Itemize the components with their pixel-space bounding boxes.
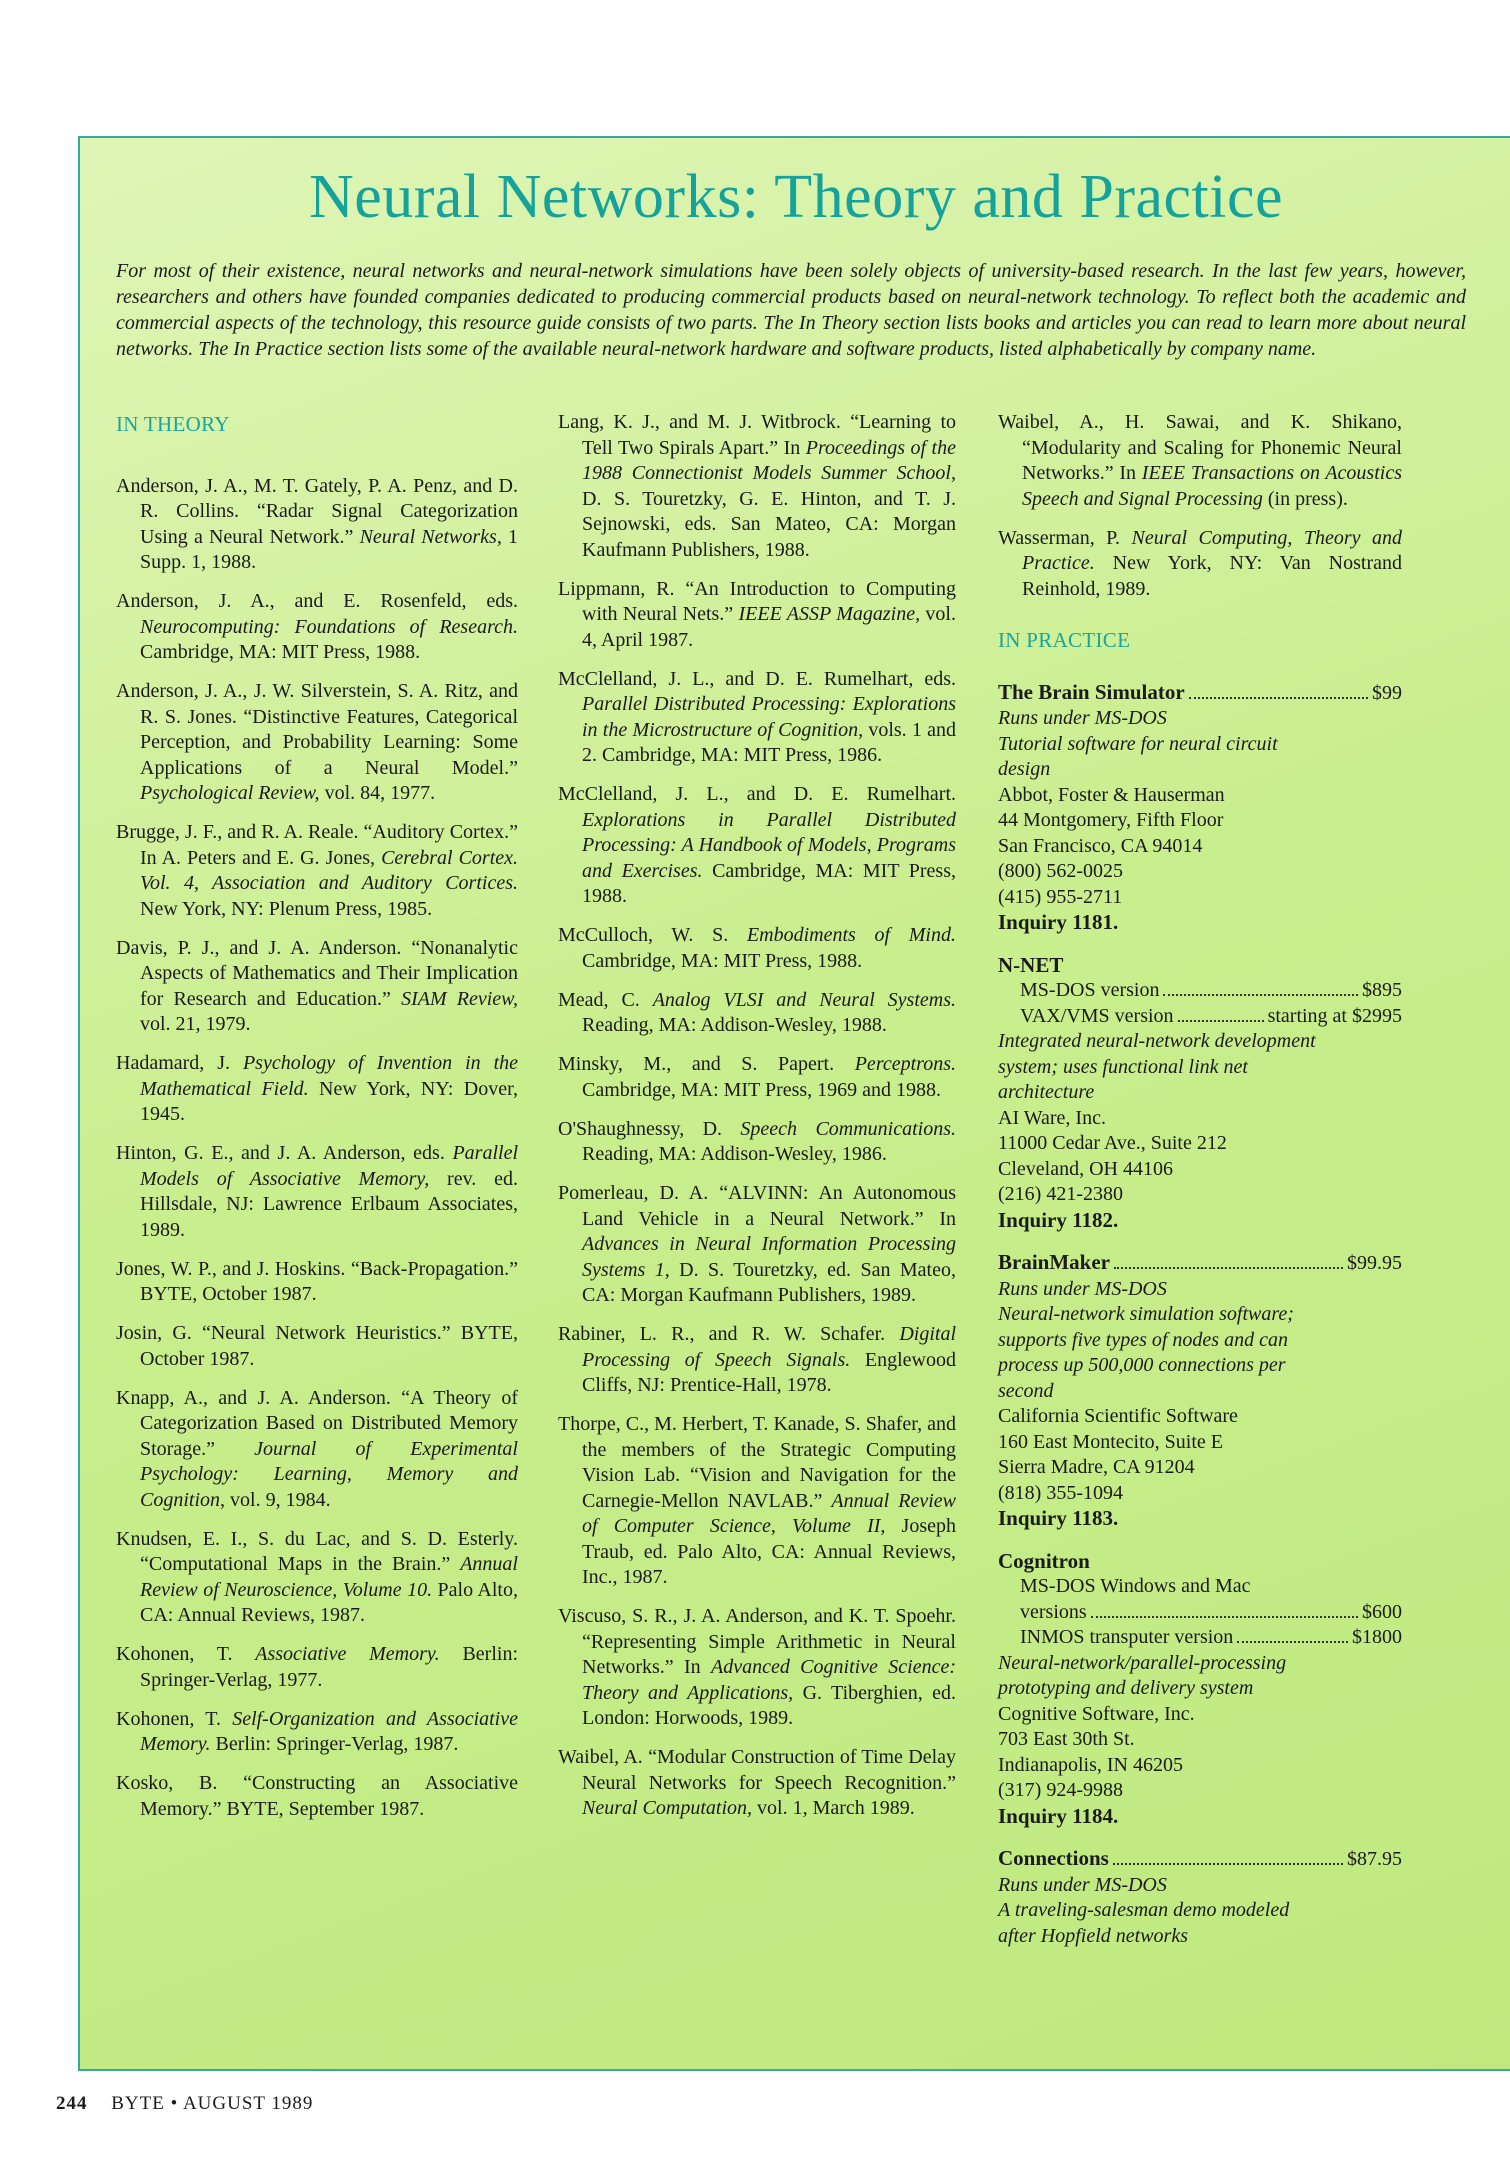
product-desc: after Hopfield networks — [998, 1924, 1188, 1947]
reference-title: Neurocomputing: Foundations of Research. — [140, 615, 518, 638]
reference-text: vol. 1, March 1989. — [752, 1797, 915, 1819]
column-3 — [998, 410, 1402, 1966]
reference-entry — [558, 1604, 956, 1732]
address-line: 160 East Montecito, Suite E — [998, 1430, 1223, 1453]
company-name: Cognitive Software, Inc. — [998, 1702, 1195, 1725]
reference-title: Self-Organization and Associative Memory. — [140, 1707, 518, 1755]
product-desc: system; uses functional link net — [998, 1055, 1248, 1078]
address-line: Cleveland, OH 44106 — [998, 1157, 1173, 1180]
reference-entry — [558, 577, 956, 654]
reference-entry — [558, 1052, 956, 1103]
company-name: AI Ware, Inc. — [998, 1106, 1106, 1129]
reference-text: Kohonen, T. — [116, 1643, 256, 1665]
reference-text: Hadamard, J. — [116, 1052, 243, 1074]
reference-title: Analog VLSI and Neural Systems. — [652, 988, 956, 1011]
product-desc: process up 500,000 connections per — [998, 1354, 1286, 1376]
phone-line: (317) 924-9988 — [998, 1779, 1123, 1801]
phone-line: (818) 355-1094 — [998, 1481, 1123, 1504]
reference-text: Cambridge, MA: MIT Press, 1969 and 1988. — [582, 1078, 942, 1101]
reference-text: D. S. Touretzky, ed. San Mateo, CA: Morgan Kaufmann Publishers, 1989. — [582, 1258, 956, 1306]
reference-title: IEEE ASSP Magazine, — [738, 603, 921, 625]
reference-entry — [116, 1386, 518, 1514]
reference-entry — [558, 1181, 956, 1309]
reference-entry — [558, 782, 956, 910]
leader-dots — [1113, 1863, 1343, 1865]
reference-title: Advanced Cognitive Science: Theory and Applications, — [582, 1656, 956, 1704]
reference-title: IEEE Transactions on Acoustics Speech and Signal Processing — [1022, 462, 1402, 510]
reference-title: Embodiments of Mind. — [746, 924, 956, 946]
reference-text: vol. 84, 1977. — [319, 782, 436, 804]
product-desc: Neural-network/parallel-processing — [998, 1651, 1287, 1674]
reference-text: (in press). — [1262, 487, 1348, 510]
product-desc: Integrated neural-network development — [998, 1030, 1316, 1052]
reference-title: Explorations in Parallel Distributed Processing: A Handbook of Models, Programs and Exercises. — [582, 808, 956, 882]
reference-title: Psychological Review, — [140, 782, 320, 804]
phone-line: (216) 421-2380 — [998, 1183, 1123, 1205]
reference-text: Englewood Cliffs, NJ: Prentice-Hall, 1978. — [582, 1348, 956, 1396]
inquiry-number: Inquiry 1182. — [998, 1207, 1119, 1232]
reference-entry — [116, 936, 518, 1038]
reference-text: Waibel, A. “Modular Construction of Time Delay Neural Networks for Speech Recognition.” — [558, 1746, 956, 1794]
product-desc: supports five types of nodes and can — [998, 1328, 1288, 1351]
reference-text: Anderson, J. A., J. W. Silverstein, S. A. Ritz, and R. S. Jones. “Distinctive Features, Categorical Perception, and Probability Learning: Some Applications of a Neural Model.” — [116, 680, 518, 779]
product-price: starting at $2995 — [1267, 1004, 1402, 1027]
reference-text: Berlin: Springer-Verlag, 1987. — [210, 1733, 459, 1755]
reference-entry — [116, 820, 518, 922]
reference-text: Knudsen, E. I., S. du Lac, and S. D. Esterly. “Computational Maps in the Brain.” — [116, 1527, 518, 1575]
product-nnet — [998, 953, 1402, 1234]
page-footer — [56, 2093, 313, 2115]
reference-title: SIAM Review, — [401, 987, 519, 1010]
product-price: $87.95 — [1347, 1848, 1402, 1870]
reference-title: Annual Review of Computer Science, Volume II, — [582, 1489, 956, 1537]
reference-entry — [558, 1117, 956, 1168]
reference-text: rev. ed. Hillsdale, NJ: Lawrence Erlbaum Associates, 1989. — [140, 1167, 518, 1241]
magazine-issue: BYTE • AUGUST 1989 — [111, 2093, 314, 2114]
references-list-2 — [558, 410, 956, 1822]
reference-text: Reading, MA: Addison-Wesley, 1988. — [582, 1014, 887, 1036]
reference-text: Anderson, J. A., M. T. Gately, P. A. Penz, and D. R. Collins. “Radar Signal Categorization Using a Neural Network.” — [116, 474, 518, 548]
reference-entry — [116, 589, 518, 666]
product-desc: A traveling-salesman demo modeled — [998, 1899, 1290, 1921]
product-platform: Runs under MS-DOS — [998, 1277, 1167, 1300]
leader-dots — [1189, 697, 1368, 699]
address-line: Indianapolis, IN 46205 — [998, 1753, 1183, 1776]
company-name: California Scientific Software — [998, 1405, 1238, 1427]
product-desc: architecture — [998, 1081, 1095, 1103]
reference-entry — [116, 1257, 518, 1308]
reference-text: Josin, G. “Neural Network Heuristics.” BYTE, October 1987. — [116, 1322, 518, 1370]
references-list-3 — [998, 410, 1402, 602]
address-line: San Francisco, CA 94014 — [998, 834, 1203, 857]
reference-text: vol. 9, 1984. — [225, 1488, 331, 1511]
address-line: 44 Montgomery, Fifth Floor — [998, 809, 1224, 831]
reference-text: Lippmann, R. “An Introduction to Computing with Neural Nets.” — [558, 577, 956, 625]
version-label: INMOS transputer version — [1020, 1626, 1234, 1648]
article-panel — [78, 136, 1510, 2071]
reference-text: Pomerleau, D. A. “ALVINN: An Autonomous Land Vehicle in a Neural Network.” In — [558, 1182, 956, 1230]
product-price: $1800 — [1352, 1626, 1402, 1648]
reference-text: Anderson, J. A., and E. Rosenfeld, eds. — [116, 590, 518, 612]
reference-entry — [558, 988, 956, 1039]
reference-text: Waibel, A., H. Sawai, and K. Shikano, “Modularity and Scaling for Phonemic Neural Networks.” In — [998, 411, 1402, 484]
product-desc: second — [998, 1379, 1054, 1402]
reference-text: Mead, C. — [558, 988, 653, 1011]
reference-text: Brugge, J. F., and R. A. Reale. “Auditory Cortex.” In A. Peters and E. G. Jones, — [116, 821, 518, 869]
product-cognitron — [998, 1549, 1402, 1830]
product-connections — [998, 1846, 1402, 1949]
reference-text: Joseph Traub, ed. Palo Alto, CA: Annual Reviews, Inc., 1987. — [582, 1515, 956, 1588]
reference-text: Viscuso, S. R., J. A. Anderson, and K. T. Spoehr. “Representing Simple Arithmetic in Neural Networks.” In — [558, 1605, 956, 1678]
version-label: MS-DOS Windows and Mac — [1020, 1575, 1251, 1597]
reference-title: Annual Review of Neuroscience, Volume 10. — [140, 1553, 518, 1601]
product-desc: prototyping and delivery system — [998, 1677, 1254, 1699]
reference-entry — [116, 1321, 518, 1372]
company-name: Abbot, Foster & Hauserman — [998, 783, 1225, 806]
reference-title: Proceedings of the 1988 Connectionist Models Summer School, — [582, 436, 956, 484]
reference-text: vol. 21, 1979. — [140, 1013, 251, 1035]
product-desc: Tutorial software for neural circuit — [998, 732, 1278, 755]
page-number: 244 — [56, 2093, 88, 2114]
product-name: Connections — [998, 1846, 1109, 1870]
leader-dots — [1237, 1641, 1348, 1643]
reference-entry — [116, 474, 518, 576]
reference-title: Cerebral Cortex. Vol. 4, Association and Auditory Cortices. — [140, 846, 518, 894]
product-name: BrainMaker — [998, 1250, 1110, 1274]
reference-entry — [116, 1707, 518, 1758]
reference-text: vol. 4, April 1987. — [582, 603, 956, 651]
product-platform: Runs under MS-DOS — [998, 707, 1167, 729]
reference-title: Associative Memory. — [255, 1643, 440, 1665]
reference-text: New York, NY: Plenum Press, 1985. — [140, 897, 433, 920]
reference-text: O'Shaughnessy, D. — [558, 1117, 741, 1140]
article-intro: For most of their existence, neural networks and neural-network simulations have been solely objects of university-based research. In the last few years, however, researchers and others have founded companies dedicated to producing commercial products based on neural-network technology. To reflect both the academic and commercial aspects of the technology, this resource guide consists of two parts. The In Theory section lists books and articles you can read to learn more about neural networks. The In Practice section lists some of the available neural-network hardware and software products, listed alphabetically by company name. — [116, 260, 1466, 360]
reference-entry — [558, 1745, 956, 1822]
inquiry-number: Inquiry 1181. — [998, 910, 1119, 934]
reference-text: Thorpe, C., M. Herbert, T. Kanade, S. Shafer, and the members of the Strategic Computing Vision Lab. “Vision and Navigation for the Carnegie-Mellon NAVLAB.” — [558, 1413, 956, 1512]
reference-text: D. S. Touretzky, G. E. Hinton, and T. J. Sejnowski, eds. San Mateo, CA: Morgan Kaufmann Publishers, 1988. — [582, 487, 956, 561]
product-desc: Neural-network simulation software; — [998, 1303, 1294, 1325]
reference-text: Kosko, B. “Constructing an Associative Memory.” BYTE, September 1987. — [116, 1772, 518, 1820]
practice-heading: IN PRACTICE — [998, 628, 1131, 652]
reference-entry — [998, 526, 1402, 603]
reference-entry — [116, 1642, 518, 1693]
column-2 — [558, 410, 956, 1835]
reference-entry — [558, 410, 956, 563]
product-brain-simulator — [998, 680, 1402, 936]
phone-line: (415) 955-2711 — [998, 885, 1123, 908]
reference-text: McCulloch, W. S. — [558, 924, 747, 946]
reference-text: Jones, W. P., and J. Hoskins. “Back-Propagation.” BYTE, October 1987. — [116, 1257, 518, 1305]
reference-entry — [558, 1412, 956, 1591]
version-label: VAX/VMS version — [1020, 1004, 1174, 1027]
leader-dots — [1178, 1020, 1264, 1022]
reference-text: Davis, P. J., and J. A. Anderson. “Nonanalytic Aspects of Mathematics and Their Implication for Research and Education.” — [116, 936, 518, 1010]
inquiry-number: Inquiry 1184. — [998, 1803, 1119, 1828]
product-name: The Brain Simulator — [998, 679, 1185, 704]
reference-text: Wasserman, P. — [998, 526, 1132, 549]
leader-dots — [1163, 994, 1358, 996]
reference-title: Advances in Neural Information Processing Systems 1, — [582, 1233, 956, 1281]
reference-entry — [558, 667, 956, 769]
version-label: MS-DOS version — [1020, 979, 1160, 1001]
reference-text: McClelland, J. L., and D. E. Rumelhart. — [558, 783, 956, 805]
reference-text: Cambridge, MA: MIT Press, 1988. — [582, 949, 863, 972]
product-price: $600 — [1362, 1600, 1402, 1623]
leader-dots — [1114, 1267, 1343, 1269]
phone-line: (800) 562-0025 — [998, 860, 1123, 882]
reference-title: Digital Processing of Speech Signals. — [582, 1323, 956, 1371]
theory-heading: IN THEORY — [116, 412, 230, 436]
reference-text: Cambridge, MA: MIT Press, 1988. — [582, 859, 956, 907]
reference-title: Perceptrons. — [854, 1053, 956, 1075]
reference-title: Psychology of Invention in the Mathematical Field. — [140, 1052, 519, 1100]
reference-title: Neural Computing, Theory and Practice. — [1022, 526, 1402, 574]
reference-text: Kohonen, T. — [116, 1707, 233, 1730]
address-line: Sierra Madre, CA 91204 — [998, 1456, 1195, 1478]
reference-title: Parallel Models of Associative Memory, — [140, 1142, 518, 1190]
reference-entry — [116, 1771, 518, 1822]
reference-text: New York, NY: Dover, 1945. — [140, 1077, 518, 1125]
reference-text: Minsky, M., and S. Papert. — [558, 1053, 855, 1075]
reference-text: G. Tiberghien, ed. London: Horwoods, 1989. — [582, 1681, 956, 1729]
reference-entry — [558, 1322, 956, 1399]
reference-entry — [116, 1141, 518, 1243]
column-1 — [116, 408, 518, 1836]
product-platform: Runs under MS-DOS — [998, 1873, 1167, 1896]
address-line: 11000 Cedar Ave., Suite 212 — [998, 1132, 1227, 1154]
reference-title: Speech Communications. — [740, 1117, 956, 1140]
product-desc: design — [998, 758, 1051, 780]
article-title: Neural Networks: Theory and Practice — [308, 163, 1284, 231]
reference-text: Palo Alto, CA: Annual Reviews, 1987. — [140, 1578, 518, 1626]
reference-text: McClelland, J. L., and D. E. Rumelhart, eds. — [558, 667, 956, 690]
reference-entry — [116, 1051, 518, 1128]
product-price: $99.95 — [1347, 1252, 1402, 1274]
reference-entry — [558, 923, 956, 974]
inquiry-number: Inquiry 1183. — [998, 1506, 1119, 1530]
reference-text: Lang, K. J., and M. J. Witbrock. “Learning to Tell Two Spirals Apart.” In — [558, 411, 956, 459]
reference-title: Journal of Experimental Psychology: Learning, Memory and Cognition, — [140, 1437, 518, 1511]
reference-text: vols. 1 and 2. Cambridge, MA: MIT Press, 1986. — [582, 718, 957, 766]
reference-text: Knapp, A., and J. A. Anderson. “A Theory of Categorization Based on Distributed Memory Storage.” — [116, 1386, 518, 1460]
product-name: Cognitron — [998, 1548, 1090, 1573]
product-price: $895 — [1362, 979, 1402, 1001]
reference-text: 1 Supp. 1, 1988. — [140, 525, 518, 573]
references-list-1 — [116, 474, 518, 1823]
reference-text: Cambridge, MA: MIT Press, 1988. — [140, 641, 421, 663]
reference-text: New York, NY: Van Nostrand Reinhold, 1989. — [1022, 552, 1402, 600]
product-name: N-NET — [998, 952, 1064, 977]
reference-title: Parallel Distributed Processing: Explorations in the Microstructure of Cognition, — [582, 693, 956, 741]
reference-text: Reading, MA: Addison-Wesley, 1986. — [582, 1143, 887, 1165]
reference-text: Rabiner, L. R., and R. W. Schafer. — [558, 1323, 900, 1345]
reference-text: Hinton, G. E., and J. A. Anderson, eds. — [116, 1142, 453, 1164]
product-brainmaker — [998, 1250, 1402, 1532]
product-price: $99 — [1372, 681, 1402, 704]
reference-title: Neural Networks, — [359, 525, 502, 548]
leader-dots — [1091, 1616, 1358, 1618]
reference-entry — [998, 410, 1402, 512]
reference-text: Berlin: Springer-Verlag, 1977. — [140, 1643, 518, 1691]
address-line: 703 East 30th St. — [998, 1728, 1135, 1750]
reference-title: Neural Computation, — [582, 1797, 753, 1819]
reference-entry — [116, 1527, 518, 1629]
version-label: versions — [1020, 1600, 1087, 1623]
reference-entry — [116, 679, 518, 807]
